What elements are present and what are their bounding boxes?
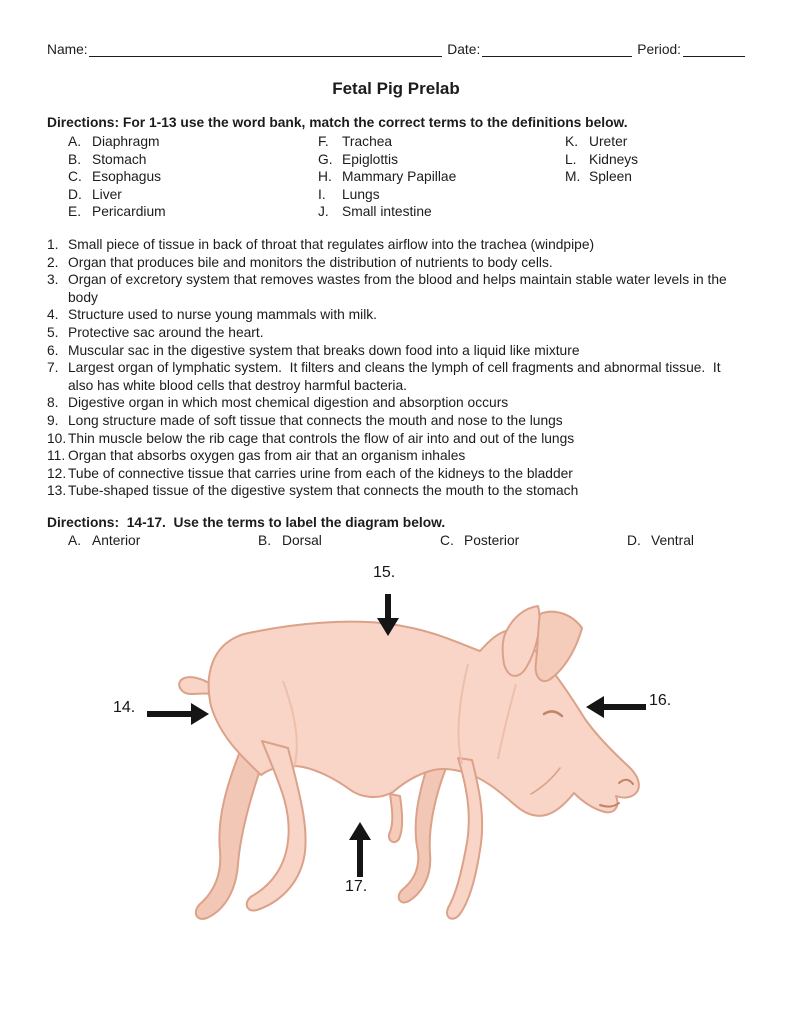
term-posterior: C. Posterior [440,532,520,548]
pig-diagram-area [0,556,791,951]
definition-item: 1. Small piece of tissue in back of throat that regulates airflow into the trachea (windpipe) [47,236,595,252]
word-bank-entry: G. Epiglottis [318,151,398,167]
name-blank-line [89,42,443,57]
word-bank-entry: D. Liver [68,186,122,202]
pig-near-front-leg [447,758,482,919]
definition-item: 12. Tube of connective tissue that carries urine from each of the kidneys to the bladder [47,465,573,481]
labeling-terms [47,533,745,548]
word-bank-entry: C. Esophagus [68,169,162,185]
term-dorsal: B. Dorsal [258,532,322,548]
word-bank-column-2 [318,133,565,221]
period-blank-line [683,42,745,57]
definition-item: 5. Protective sac around the heart. [47,324,264,340]
word-bank-entry: M. Spleen [565,169,632,185]
page-title: Fetal Pig Prelab [332,79,460,98]
word-bank-entry: I. Lungs [318,186,380,202]
word-bank-entry: F. Trachea [318,134,393,149]
definition-item: 10. Thin muscle below the rib cage that controls the flow of air into and out of the lungs [47,430,575,446]
word-bank-entry: A. Diaphragm [68,134,160,149]
definition-item: 8. Digestive organ in which most chemical digestion and absorption occurs [47,395,509,411]
diagram-label-15: 15. [373,563,396,581]
labeling-directions: Directions: 14-17. Use the terms to label the diagram below. [47,514,446,530]
word-bank [47,133,745,221]
definition-item: 13. Tube-shaped tissue of the digestive system that connects the mouth to the stomach [47,483,579,499]
name-label: Name: [47,42,88,57]
word-bank-entry: L. Kidneys [565,151,639,167]
definition-item: 2. Organ that produces bile and monitors the distribution of nutrients to body cells. [47,254,553,270]
matching-directions: Directions: For 1-13 use the word bank, match the correct terms to the definitions below. [47,115,628,130]
pig-far-ear [536,612,582,681]
word-bank-entry: B. Stomach [68,151,147,167]
pig-umbilical-cord [389,794,402,842]
definition-item: 11. Organ that absorbs oxygen gas from air that an organism inhales [47,448,466,464]
word-bank-column-3 [565,133,745,221]
word-bank-entry: E. Pericardium [68,204,166,220]
diagram-label-17: 17. [345,877,368,895]
definition-item: 9. Long structure made of soft tissue that connects the mouth and nose to the lungs [47,412,563,428]
date-blank-line [482,42,632,57]
definition-item: 7. Largest organ of lymphatic system. It filters and cleans the lymph of cell fragments and abnormal tissue. It also has white blood cells that destroy harmful bacteria. [47,360,725,393]
word-bank-entry: J. Small intestine [318,204,432,220]
arrow-15-shaft [385,594,391,620]
term-ventral: D. Ventral [627,532,694,548]
arrow-14-head [191,703,209,725]
definitions-list [47,236,745,500]
diagram-label-14: 14. [113,698,136,716]
diagram-label-16: 16. [649,691,672,709]
word-bank-column-1 [68,133,318,221]
arrow-14-shaft [147,711,193,717]
word-bank-entry: H. Mammary Papillae [318,169,457,185]
definition-item: 3. Organ of excretory system that removes wastes from the blood and helps maintain stable water levels in the body [47,272,731,305]
date-label: Date: [447,42,481,57]
arrow-17-head [349,822,371,840]
header-row [47,42,745,57]
period-label: Period: [637,42,681,57]
arrow-16-head [586,696,604,718]
definition-item: 4. Structure used to nurse young mammals with milk. [47,307,378,323]
arrow-17-shaft [357,837,363,877]
arrow-16-shaft [602,704,646,710]
fetal-pig-illustration [0,556,791,951]
pig-far-front-leg [399,764,446,902]
definition-item: 6. Muscular sac in the digestive system that breaks down food into a liquid like mixture [47,342,580,358]
term-anterior: A. Anterior [68,532,141,548]
word-bank-entry: K. Ureter [565,134,628,149]
